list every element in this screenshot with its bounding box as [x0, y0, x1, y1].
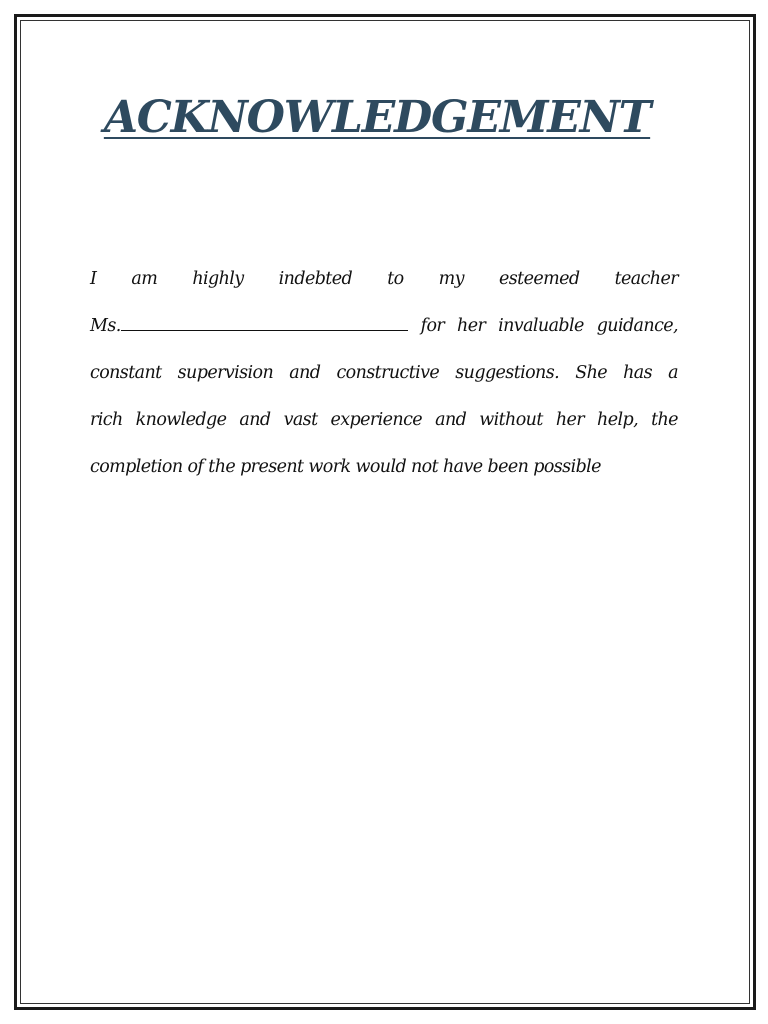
word: invaluable: [498, 316, 584, 336]
word: constructive: [336, 363, 440, 383]
word: rich: [90, 410, 123, 430]
word: highly: [192, 269, 244, 289]
word: a: [668, 363, 678, 383]
paragraph-line-1: [90, 260, 678, 307]
acknowledgement-paragraph: [90, 260, 678, 495]
word: has: [623, 363, 653, 383]
ms-prefix: Ms.: [90, 316, 121, 336]
last-line-text: completion of the present work would not have been possible: [90, 457, 601, 477]
word: and: [289, 363, 321, 383]
word: teacher: [614, 269, 678, 289]
word: without: [479, 410, 543, 430]
word: She: [575, 363, 608, 383]
paragraph-line-3: [90, 354, 678, 401]
paragraph-line-5: [90, 448, 678, 495]
word: indebted: [278, 269, 353, 289]
word: her: [457, 316, 486, 336]
word: supervision: [177, 363, 274, 383]
teacher-name-field: [90, 307, 408, 354]
teacher-name-blank: [121, 322, 408, 331]
word: for: [420, 316, 445, 336]
word: help,: [597, 410, 639, 430]
page-border-inner: [20, 20, 750, 1004]
word: her: [555, 410, 585, 430]
paragraph-line-4: [90, 401, 678, 448]
word: I: [90, 269, 97, 289]
word: and: [435, 410, 467, 430]
page-title: [0, 92, 754, 143]
word: suggestions.: [455, 363, 560, 383]
word: my: [438, 269, 464, 289]
word: constant: [90, 363, 162, 383]
word: experience: [330, 410, 423, 430]
word: esteemed: [499, 269, 580, 289]
word: the: [651, 410, 678, 430]
word: vast: [283, 410, 318, 430]
word: knowledge: [135, 410, 227, 430]
paragraph-line-2: [90, 307, 678, 354]
word: guidance,: [596, 316, 678, 336]
word: am: [131, 269, 158, 289]
word: and: [239, 410, 271, 430]
word: to: [387, 269, 404, 289]
page-title-text: ACKNOWLEDGEMENT: [103, 92, 651, 143]
